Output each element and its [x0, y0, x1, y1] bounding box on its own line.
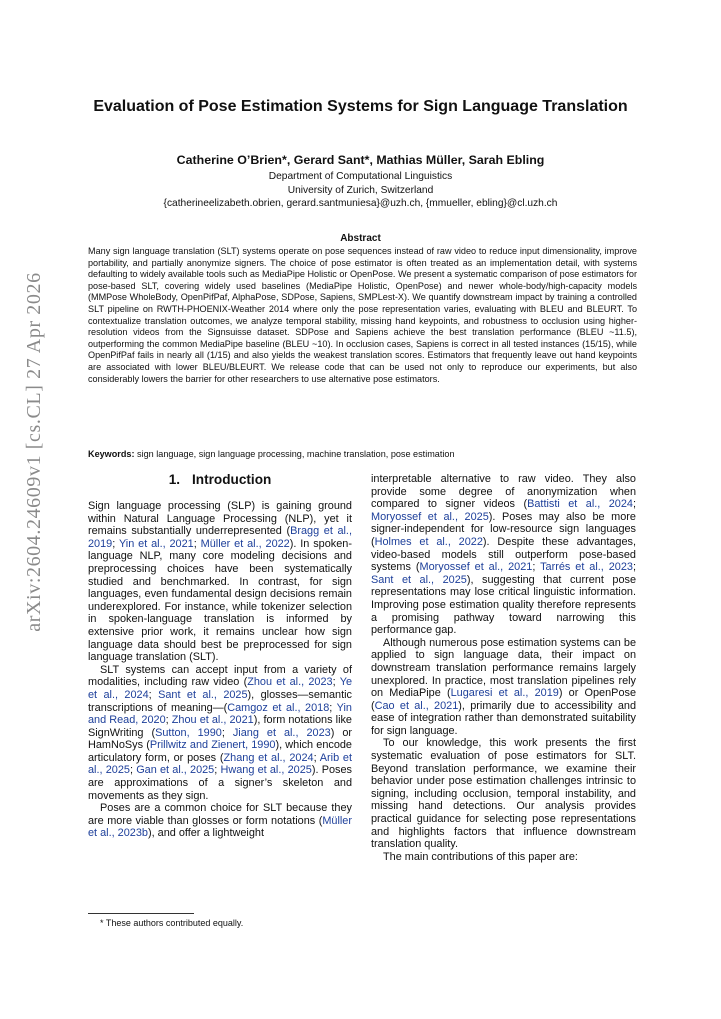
section-number: 1.: [168, 472, 181, 487]
citation-link[interactable]: Camgoz et al., 2018: [227, 701, 330, 714]
affiliation-university: University of Zurich, Switzerland: [287, 184, 434, 196]
abstract-heading: Abstract: [340, 233, 381, 244]
citation-link[interactable]: Arib et al., 2025: [88, 751, 353, 777]
citation-link[interactable]: Hwang et al., 2025: [220, 764, 312, 777]
citation-link[interactable]: Holmes et al., 2022: [374, 535, 483, 548]
keywords-text: sign language, sign language processing, machine translation, pose estimation: [137, 449, 455, 459]
left-column: [88, 500, 352, 840]
intro-paragraph-1: Sign language processing (SLP) is gaining ground within Natural Language Processing (NLP), yet it remains substantially underrepresented (Bragg et al., 2019; Yin et al., 2021; Müller et al., 2022). In spoken-language NLP, many core modeling decisions and preprocessing choices have been systematically studied and benchmarked. In contrast, for sign languages, even fundamental design decisions remain underexplored. For instance, while tokenizer selection in spoken-language translation is informed by extensive prior work, it remains unclear how sign language data should best be preprocessed for sign language translation (SLT).: [88, 500, 352, 664]
citation-link[interactable]: Zhou et al., 2021: [171, 714, 254, 727]
citation-link[interactable]: Moryossef et al., 2025: [371, 510, 489, 523]
affiliation-department: Department of Computational Linguistics: [268, 171, 453, 182]
citation-link[interactable]: Battisti et al., 2024: [527, 498, 633, 511]
author-emails: {catherineelizabeth.obrien, gerard.santmuniesa}@uzh.ch, {mmueller, ebling}@cl.uzh.ch: [163, 198, 558, 209]
intro-paragraph-4: interpretable alternative to raw video. They also provide some degree of anonymization when compared to signer videos (Battisti et al., 2024; Moryossef et al., 2025). Poses may also be more signer-independent for low-resource sign languages (Holmes et al., 2022). Despite these advantages, video-based models still outperform pose-based systems (Moryossef et al., 2021; Tarrés et al., 2023; Sant et al., 2025), suggesting that current pose representations may lose critical linguistic information. Improving pose estimation quality therefore represents a promising pathway toward narrowing this performance gap.: [371, 473, 637, 637]
intro-paragraph-7: The main contributions of this paper are:: [383, 850, 578, 863]
intro-paragraph-5: Although numerous pose estimation systems can be applied to sign language data, their impact on downstream translation performance remains largely unexplored. In practice, most translation pipelines rely on MediaPipe (Lugaresi et al., 2019) or OpenPose (Cao et al., 2021), primarily due to accessibility and ease of integration rather than demonstrated suitability for sign language.: [371, 636, 636, 737]
citation-link[interactable]: Zhou et al., 2023: [247, 676, 333, 689]
citation-link[interactable]: Ye et al., 2024: [88, 676, 353, 701]
citation-link[interactable]: Sant et al., 2025: [158, 688, 248, 701]
citation-link[interactable]: Zhang et al., 2024: [223, 751, 314, 764]
citation-link[interactable]: Jiang et al., 2023: [232, 726, 331, 739]
citation-link[interactable]: Yin and Read, 2020: [88, 701, 352, 727]
intro-paragraph-6: To our knowledge, this work presents the first systematic evaluation of pose estimators for SLT. Beyond translation performance, we examine their behavior under pose estimation challenges intrinsic to signing, including occlusion, temporal instability, and missing hand detections. Our analysis provides practical guidance for selecting pose representations and highlights factors that influence downstream translation quality.: [371, 737, 636, 851]
citation-link[interactable]: Bragg et al., 2019: [88, 525, 352, 550]
paper-title: Evaluation of Pose Estimation Systems for Sign Language Translation: [93, 98, 628, 115]
keywords-label: Keywords:: [88, 449, 135, 459]
section-heading-introduction: [88, 472, 352, 488]
citation-link[interactable]: Prillwitz and Zienert, 1990: [149, 739, 276, 752]
citation-link[interactable]: Moryossef et al., 2021: [419, 561, 533, 574]
citation-link[interactable]: Cao et al., 2021: [374, 699, 459, 712]
citation-link[interactable]: Lugaresi et al., 2019: [450, 687, 559, 700]
affiliation-block: [90, 170, 631, 211]
keywords-line: [88, 448, 637, 460]
author-list: Catherine O’Brien*, Gerard Sant*, Mathias Müller, Sarah Ebling: [176, 153, 545, 167]
right-column: [371, 473, 636, 863]
intro-paragraph-3: Poses are a common choice for SLT because they are more viable than glosses or form notations (Müller et al., 2023b), and offer a lightweight: [88, 802, 352, 840]
citation-link[interactable]: Sutton, 1990: [155, 726, 222, 739]
footnote-equal-contribution: * These authors contributed equally.: [100, 918, 244, 928]
intro-paragraph-2: SLT systems can accept input from a variety of modalities, including raw video (Zhou et al., 2023; Ye et al., 2024; Sant et al., 2025), glosses—semantic transcriptions of meaning—(Camgoz et al., 2018; Yin and Read, 2020; Zhou et al., 2021), form notations like SignWriting (Sutton, 1990; Jiang et al., 2023) or HamNoSys (Prillwitz and Zienert, 1990), which encode articulatory form, or poses (Zhang et al., 2024; Arib et al., 2025; Gan et al., 2025; Hwang et al., 2025). Poses are approximations of a signer’s skeleton and movements as they sign.: [88, 663, 353, 802]
section-title: Introduction: [192, 472, 272, 487]
citation-link[interactable]: Müller et al., 2023b: [88, 814, 352, 840]
footnote-rule: [88, 913, 194, 914]
citation-link[interactable]: Sant et al., 2025: [371, 573, 467, 586]
citation-link[interactable]: Tarrés et al., 2023: [540, 561, 633, 574]
citation-link[interactable]: Müller et al., 2022: [200, 537, 290, 550]
citation-link[interactable]: Gan et al., 2025: [136, 764, 215, 777]
abstract-text: Many sign language translation (SLT) systems operate on pose sequences instead of raw video to reduce input dimensionality, improve portability, and partially anonymize signers. The choice of pose estimator is often treated as an implementation detail, with systems defaulting to widely available tools such as MediaPipe Holistic or OpenPose. We present a systematic comparison of pose estimators for pose-based SLT, covering widely used baselines (MediaPipe Holistic, OpenPose) and newer whole-body/high-capacity models (MMPose WholeBody, OpenPifPaf, AlphaPose, SDPose, Sapiens, SMPLest-X). We quantify downstream impact by training a controlled SLT pipeline on RWTH-PHOENIX-Weather 2014 where only the pose representation varies, evaluating with BLEU and BLEURT. To contextualize translation outcomes, we analyze temporal stability, missing hand keypoints, and robustness to occlusion using higher-resolution videos from the Signsuisse dataset. SDPose and Sapiens achieve the best translation performance (BLEU ~11.5), outperforming the common MediaPipe baseline (BLEU ~10). In occlusion cases, Sapiens is correct in all tested instances (15/15), while OpenPifPaf fails in nearly all (1/15) and also yields the weakest translation scores. Estimators that frequently leave out hand keypoints are associated with lower BLEU/BLEURT. We release code that can be used not only to reproduce our experiments, but also considerably lowers the barrier for other researchers to use alternative pose estimators.: [88, 246, 637, 384]
arxiv-identifier: arXiv:2604.24609v1 [cs.CL] 27 Apr 2026: [23, 272, 45, 632]
citation-link[interactable]: Yin et al., 2021: [118, 537, 194, 550]
